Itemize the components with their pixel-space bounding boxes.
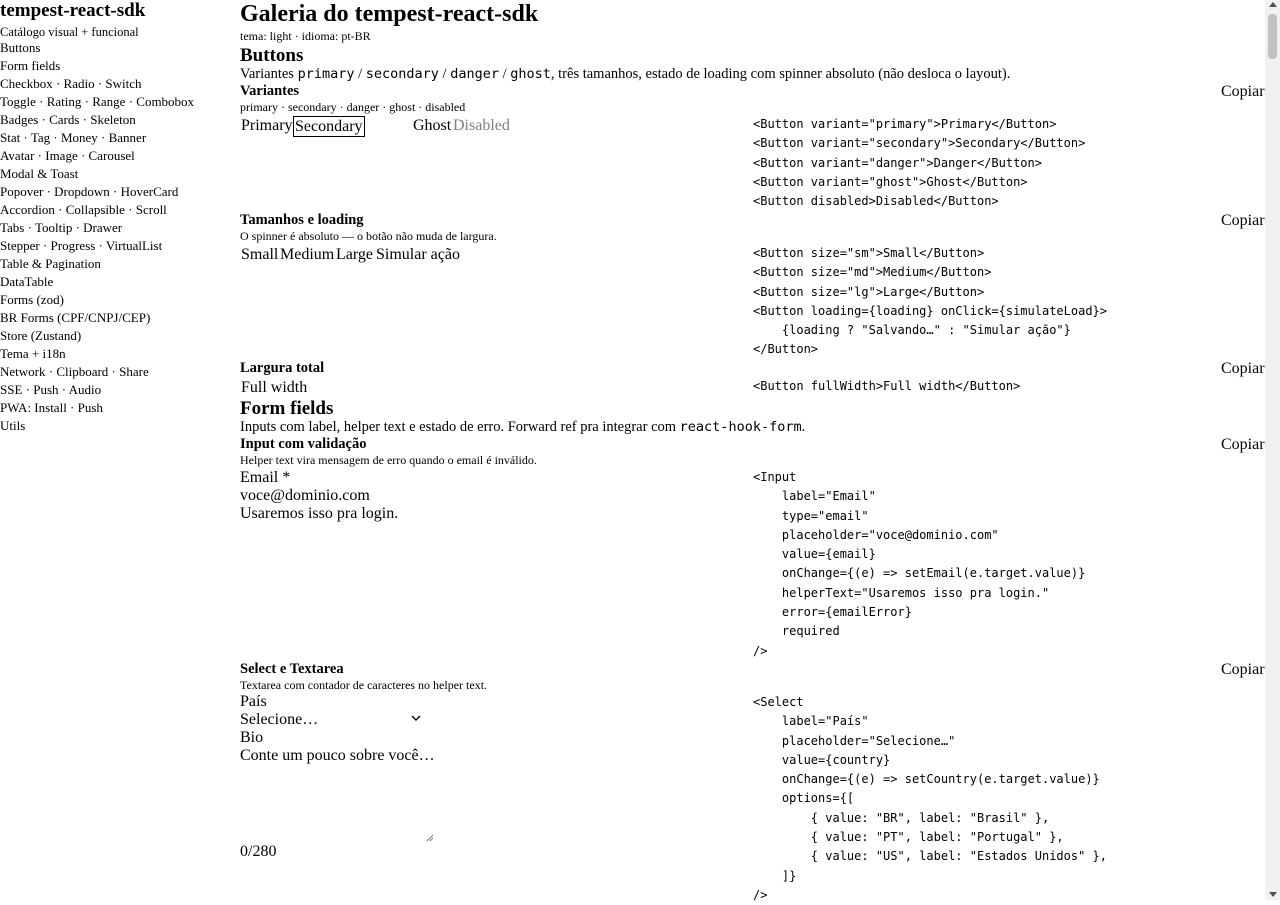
- copy-button-largura[interactable]: Copiar: [1221, 360, 1265, 377]
- bio-label: Bio: [240, 729, 264, 746]
- block-subtitle-select: Textarea com contador de caracteres no helper text.: [240, 678, 488, 692]
- large-button[interactable]: Large: [336, 246, 374, 263]
- sidebar-item-pwa-install-push[interactable]: PWA: Install · Push: [0, 400, 103, 415]
- chevron-down-icon: [411, 715, 421, 722]
- sidebar-item-network-clipboard-share[interactable]: Network · Clipboard · Share: [0, 364, 149, 379]
- email-input[interactable]: voce@dominio.com: [240, 487, 370, 504]
- sidebar-item-form-fields[interactable]: Form fields: [0, 58, 61, 73]
- scroll-thumb[interactable]: [1268, 14, 1277, 59]
- code-tamanhos: <Button size="sm">Small</Button> <Button size="md">Medium</Button> <Button size="lg">Large</Button> <Button loading={loading} onClick={simulateLoad}> {loading ? "Salvando…" : "Simular ação"} </Button>: [753, 246, 1108, 357]
- sidebar-item-stepper-progress-virtuallist[interactable]: Stepper · Progress · VirtualList: [0, 238, 163, 253]
- sidebar-item-avatar-image-carousel[interactable]: Avatar · Image · Carousel: [0, 148, 135, 163]
- resize-grip-icon[interactable]: [426, 834, 434, 842]
- sidebar-item-stat-tag-money-banner[interactable]: Stat · Tag · Money · Banner: [0, 130, 147, 145]
- page-meta: tema: light · idioma: pt-BR: [240, 29, 371, 43]
- ghost-button[interactable]: Ghost: [413, 117, 452, 134]
- country-label: País: [240, 693, 267, 710]
- block-title-input: Input com validação: [240, 436, 367, 452]
- block-title-largura: Largura total: [240, 360, 325, 376]
- secondary-button[interactable]: Secondary: [295, 118, 363, 135]
- page-scrollbar[interactable]: [1265, 0, 1280, 900]
- sidebar-nav: [0, 39, 194, 435]
- main-content: [240, 0, 1265, 900]
- brand-tagline: Catálogo visual + funcional: [0, 25, 139, 39]
- sidebar-item-utils[interactable]: Utils: [0, 418, 26, 433]
- code-variantes: <Button variant="primary">Primary</Button> <Button variant="secondary">Secondary</Button> <Button variant="danger">Danger</Button> <Button variant="ghost">Ghost</Button> <Button disabled>Disabled</Button>: [753, 117, 1086, 209]
- sidebar-item-tabs-tooltip-drawer[interactable]: Tabs · Tooltip · Drawer: [0, 220, 123, 235]
- section-desc-form-fields: Inputs com label, helper text e estado de erro. Forward ref pra integrar com react-hook-form.: [240, 419, 806, 435]
- disabled-button: Disabled: [453, 117, 510, 134]
- sidebar-item-accordion-collapsible-scroll[interactable]: Accordion · Collapsible · Scroll: [0, 202, 167, 217]
- sidebar-item-toggle-rating-range-combobox[interactable]: Toggle · Rating · Range · Combobox: [0, 94, 195, 109]
- code-input: <Input label="Email" type="email" placeholder="voce@dominio.com" value={email} onChange={(e) => setEmail(e.target.value)} helperText="Usaremos isso pra login." error={emailError} required />: [753, 470, 1086, 658]
- small-button[interactable]: Small: [241, 246, 279, 263]
- country-select[interactable]: [240, 711, 422, 729]
- block-subtitle-input: Helper text vira mensagem de erro quando o email é inválido.: [240, 453, 537, 467]
- code-select: <Select label="País" placeholder="Selecione…" value={country} onChange={(e) => setCountry(e.target.value)} options={[ { value: "BR", label: "Brasil" }, { value: "PT", label: "Portugal" }, { value: "US", label: "Estados Unidos" }, ]} />: [753, 695, 1108, 902]
- copy-button-tamanhos[interactable]: Copiar: [1221, 212, 1265, 229]
- sidebar-item-tema-i18n[interactable]: Tema + i18n: [0, 346, 66, 361]
- bio-textarea[interactable]: [240, 746, 434, 842]
- sidebar-item-datatable[interactable]: DataTable: [0, 274, 54, 289]
- sidebar-item-br-forms[interactable]: BR Forms (CPF/CNPJ/CEP): [0, 310, 151, 325]
- sidebar-item-modal-toast[interactable]: Modal & Toast: [0, 166, 79, 181]
- section-desc-buttons: Variantes primary / secondary / danger / ghost, três tamanhos, estado de loading com spinner absoluto (não desloca o layout).: [240, 66, 1011, 82]
- required-mark: *: [282, 469, 291, 486]
- sidebar-item-forms-zod[interactable]: Forms (zod): [0, 292, 64, 307]
- copy-button-variantes[interactable]: Copiar: [1221, 83, 1265, 100]
- block-title-variantes: Variantes: [240, 83, 300, 99]
- sidebar-item-store-zustand[interactable]: Store (Zustand): [0, 328, 82, 343]
- scroll-down-arrow-icon[interactable]: [1269, 892, 1277, 897]
- section-title-buttons: Buttons: [240, 45, 304, 66]
- sidebar-item-badges-cards-skeleton[interactable]: Badges · Cards · Skeleton: [0, 112, 136, 127]
- copy-button-select[interactable]: Copiar: [1221, 661, 1265, 678]
- copy-button-input[interactable]: Copiar: [1221, 436, 1265, 453]
- block-title-tamanhos: Tamanhos e loading: [240, 212, 364, 228]
- sidebar-item-buttons[interactable]: Buttons: [0, 40, 41, 55]
- sidebar-item-table-pagination[interactable]: Table & Pagination: [0, 256, 101, 271]
- primary-button[interactable]: Primary: [241, 117, 293, 134]
- simulate-action-button[interactable]: Simular ação: [376, 246, 460, 263]
- sidebar-item-checkbox-radio-switch[interactable]: Checkbox · Radio · Switch: [0, 76, 142, 91]
- email-label: Email *: [240, 469, 291, 486]
- sidebar-item-popover-dropdown-hovercard[interactable]: Popover · Dropdown · HoverCard: [0, 184, 179, 199]
- section-title-form-fields: Form fields: [240, 398, 334, 419]
- brand-title: tempest-react-sdk: [0, 0, 146, 21]
- sidebar-item-sse-push-audio[interactable]: SSE · Push · Audio: [0, 382, 102, 397]
- email-helper-text: Usaremos isso pra login.: [240, 505, 399, 522]
- page-title: Galeria do tempest-react-sdk: [240, 1, 539, 27]
- bio-textarea-placeholder: Conte um pouco sobre você…: [240, 747, 435, 764]
- full-width-button[interactable]: Full width: [241, 379, 308, 396]
- block-subtitle-tamanhos: O spinner é absoluto — o botão não muda de largura.: [240, 229, 497, 243]
- country-select-value: Selecione…: [240, 711, 319, 728]
- bio-counter: 0/280: [240, 843, 277, 860]
- medium-button[interactable]: Medium: [280, 246, 335, 263]
- block-subtitle-variantes: primary · secondary · danger · ghost · disabled: [240, 100, 466, 114]
- scroll-up-arrow-icon[interactable]: [1269, 2, 1277, 7]
- code-largura: <Button fullWidth>Full width</Button>: [753, 379, 1021, 393]
- block-title-select: Select e Textarea: [240, 661, 344, 677]
